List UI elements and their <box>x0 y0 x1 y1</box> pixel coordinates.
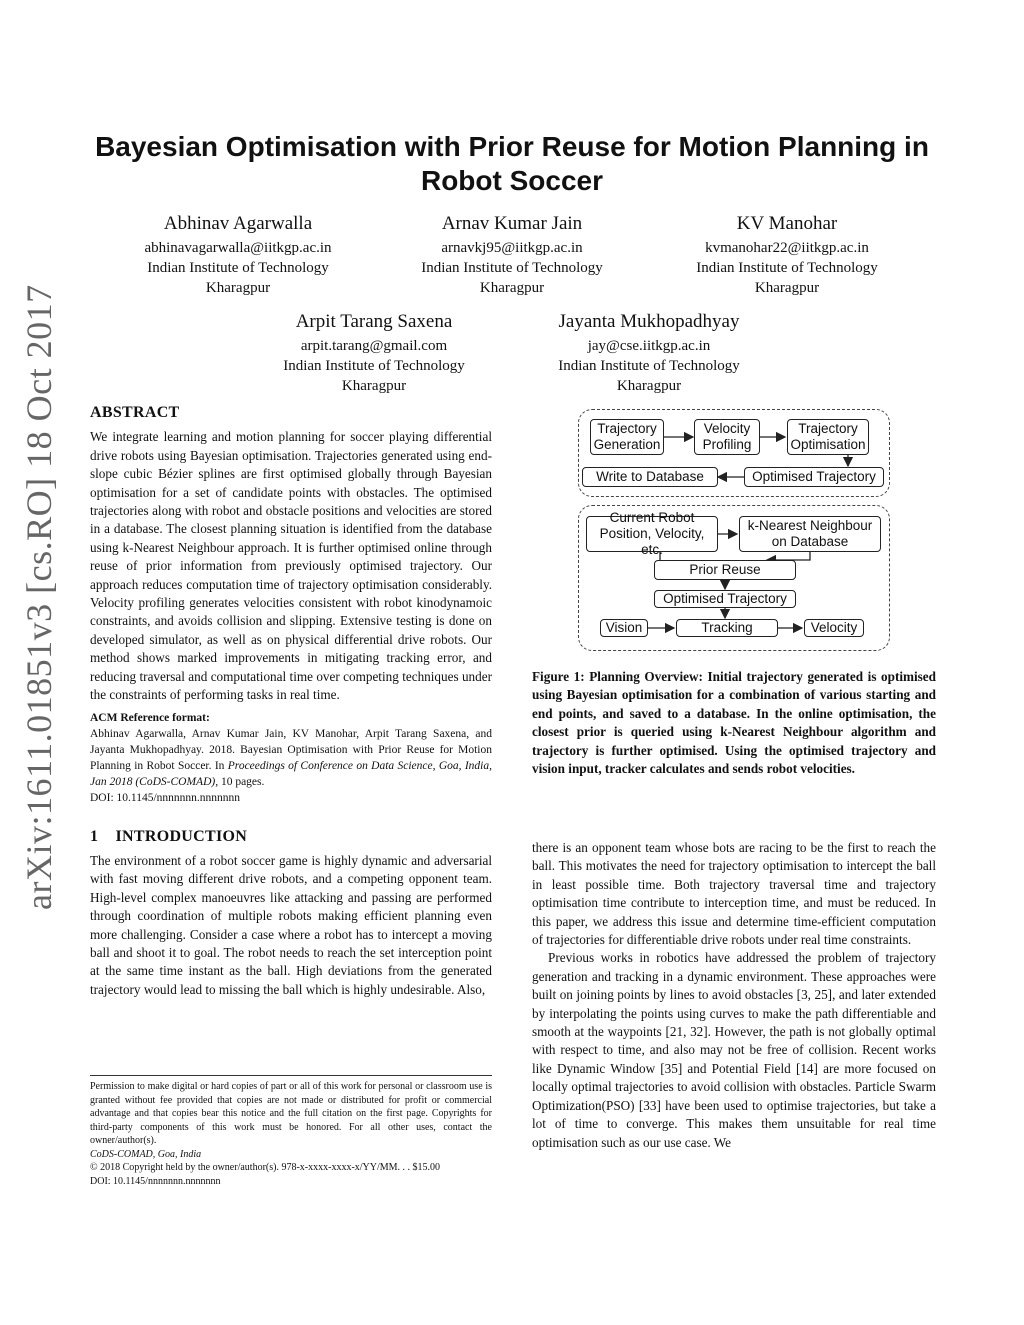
author-block <box>118 212 358 298</box>
left-column <box>90 404 492 999</box>
author-block <box>392 212 632 298</box>
right-column <box>532 839 936 1152</box>
author-institution: Indian Institute of Technology <box>283 358 465 374</box>
acm-reference-venue: Proceedings of Conference on Data Science, Goa, India, Jan 2018 (CoDS-COMAD), <box>90 759 493 788</box>
intro-paragraph: The environment of a robot soccer game is highly dynamic and adversarial with fast moving different drive robots, and a competing opponent team. High-level complex manoeuvres like attacking and passing are performed through coordination of multiple robots making efficient planning even more challenging. Consider a case where a robot has to intercept a moving ball and shoot it to goal. The robot needs to reach the set interception point at the same time instant as the ball. High deviations from the generated trajectory would lead to missing the ball which is highly undesirable. Also, <box>90 852 492 997</box>
author-city: Kharagpur <box>754 280 820 296</box>
prior-reuse-box: Prior Reuse <box>654 560 796 580</box>
permission-text: Permission to make digital or hard copies of part or all of this work for personal or classroom use is granted without fee provided that copies are not made or distributed for profit or commercial advantage and that copies bear this notice and the full citation on the first page. Copyrights for third-party components of this work must be honored. For all other uses, contact the owner/author(s). <box>90 1081 492 1146</box>
abstract-text: We integrate learning and motion planning for soccer playing differential drive robots using Bayesian optimisation. Trajectories generated using end-slope cubic Bézier splines are first optimised globally through Bayesian optimisation for a set of candidate points with obstacles. The optimised trajectories along with robot and obstacle positions and velocities are stored in a database. The closest planning situation is identified from the database using k-Nearest Neighbour approach. It is further optimised online through reuse of prior information from previously optimised trajectory. Our approach reduces computation time of trajectory optimisation considerably. Velocity profiling generates velocities consistent with robot kinodynamoic constraints, and avoids collision and slipping. Extensive testing is done on developed simulator, as well as on physical differential drive robots. Our method shows marked improvements in mitigating tracking error, and reducing traversal and computational time over competing techniques under the constraints of performing tasks in real time. <box>90 429 492 703</box>
arxiv-stamp: arXiv:1611.01851v3 [cs.RO] 18 Oct 2017 <box>19 284 59 910</box>
optimised-trajectory-online-box: Optimised Trajectory <box>654 590 796 608</box>
current-robot-state-box: Current Robot Position, Velocity, etc. <box>586 516 718 552</box>
author-name: Arpit Tarang Saxena <box>295 311 453 332</box>
author-city: Kharagpur <box>341 378 407 394</box>
author-block <box>254 310 494 396</box>
author-institution: Indian Institute of Technology <box>421 260 603 276</box>
footnote-venue: CoDS-COMAD, Goa, India <box>90 1148 202 1160</box>
footnote-copyright: © 2018 Copyright held by the owner/author(s). 978-x-xxxx-xxxx-x/YY/MM. . . $15.00 <box>90 1162 441 1173</box>
planning-overview-diagram <box>570 405 900 655</box>
body-paragraph: there is an opponent team whose bots are racing to be the first to reach the ball. This motivates the need for trajectory optimisation to intercept the ball in least possible time. Both trajectory traversal time and trajectory optimisation time contribute to interception time, and must be reduced. In this paper, we address this issue and determine time-efficient computation of trajectories for differentiable drive robots under real time constraints. <box>532 840 936 948</box>
body-paragraph: Previous works in robotics have addressed the problem of trajectory generation and tracking in a dynamic environment. These approaches were built on joining points by lines to avoid obstacles [3, 25], and later extended by interpolating the points using curves to make the path differentiable and smooth at the waypoints [21, 32]. However, the path is not globally optimal with respect to time, and also may not be free of collision. Recent works like Dynamic Window [35] and Potential Field [14] are more focused on locally optimal trajectories to avoid collision with obstacles. Particle Swarm Optimization(PSO) [33] have been used to optimise trajectories, but take a lot of time to converge. This makes them unsuitable for real time optimisation such as our use case. We <box>532 950 936 1150</box>
author-institution: Indian Institute of Technology <box>147 260 329 276</box>
author-block <box>529 310 769 396</box>
author-email: arpit.tarang@gmail.com <box>300 338 448 354</box>
author-city: Kharagpur <box>616 378 682 394</box>
optimised-trajectory-box: Optimised Trajectory <box>744 467 884 487</box>
paper-title: Bayesian Optimisation with Prior Reuse for Motion Planning in Robot Soccer <box>95 131 929 196</box>
copyright-footnote <box>90 1075 492 1188</box>
author-institution: Indian Institute of Technology <box>558 358 740 374</box>
acm-reference-heading: ACM Reference format: <box>90 711 210 724</box>
trajectory-generation-box: Trajectory Generation <box>590 419 664 455</box>
figure-caption: Figure 1: Planning Overview: Initial trajectory generated is optimised using Bayesian optimisation for a combination of various starting and end points, and saved to a database. In the online optimisation, the closest prior is queried using k-Nearest Neighbour algorithm and trajectory is further optimised. Using the optimised trajectory and vision input, tracker calculates and sends robot velocities. <box>532 669 936 777</box>
velocity-box: Velocity <box>804 619 864 637</box>
velocity-profiling-box: Velocity Profiling <box>694 419 760 455</box>
author-email: abhinavagarwalla@iitkgp.ac.in <box>144 240 332 256</box>
acm-reference-text <box>90 726 492 790</box>
author-city: Kharagpur <box>479 280 545 296</box>
write-to-database-box: Write to Database <box>582 467 718 487</box>
author-name: Abhinav Agarwalla <box>163 213 313 234</box>
acm-reference-pages: 10 pages. <box>218 775 265 788</box>
trajectory-optimisation-box: Trajectory Optimisation <box>787 419 869 455</box>
author-name: KV Manohar <box>736 213 838 234</box>
footnote-doi: DOI: 10.1145/nnnnnnn.nnnnnnn <box>90 1175 221 1187</box>
vision-box: Vision <box>600 619 648 637</box>
tracking-box: Tracking <box>676 619 778 637</box>
author-city: Kharagpur <box>205 280 271 296</box>
acm-reference-doi: DOI: 10.1145/nnnnnnn.nnnnnnn <box>90 791 241 804</box>
author-email: jay@cse.iitkgp.ac.in <box>587 338 711 354</box>
author-block <box>667 212 907 298</box>
author-institution: Indian Institute of Technology <box>696 260 878 276</box>
author-email: kvmanohar22@iitkgp.ac.in <box>705 240 869 256</box>
knn-database-box: k-Nearest Neighbour on Database <box>739 516 881 552</box>
author-name: Arnav Kumar Jain <box>441 213 583 234</box>
acm-reference-authors: Abhinav Agarwalla, Arnav Kumar Jain, KV Manohar, Arpit Tarang Saxena, and Jayanta Mukhopadhyay. 2018. Bayesian Optimisation with Prior Reuse for Motion Planning in Robot Soccer. In <box>90 727 492 772</box>
intro-heading: 1 INTRODUCTION <box>90 827 248 845</box>
abstract-heading: ABSTRACT <box>90 404 180 421</box>
author-name: Jayanta Mukhopadhyay <box>558 311 740 332</box>
author-email: arnavkj95@iitkgp.ac.in <box>441 240 583 256</box>
